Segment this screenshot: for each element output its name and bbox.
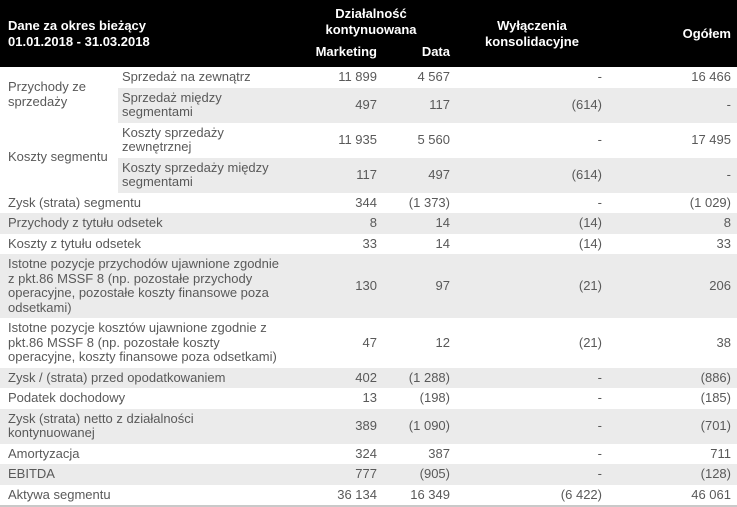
table-body [0, 67, 737, 506]
cell-marketing: 33 [362, 235, 377, 251]
cell-total: (886) [700, 369, 731, 385]
cell-exclusions: - [597, 445, 602, 461]
row-label: Sprzedaż na zewnątrz [122, 69, 251, 84]
cell-data: (1 373) [408, 194, 450, 210]
table-row [0, 123, 737, 158]
cell-exclusions: (14) [578, 215, 602, 230]
row-label: Aktywa segmentu [0, 485, 286, 507]
cell-total: 38 [716, 334, 731, 350]
row-label: Zysk (strata) segmentu [8, 194, 141, 210]
cell-data: 387 [428, 445, 450, 461]
row-label: Istotne pozycje przychodów ujawnione zgodnie z pkt.86 MSSF 8 (np. pozostałe przychody operacyjne, pozostałe koszty finansowe poza odsetkami) [8, 256, 280, 315]
row-label: Przychody z tytułu odsetek [8, 215, 163, 230]
header-col-total: Ogółem [608, 0, 737, 67]
row-label: Koszty z tytułu odsetek [8, 235, 141, 251]
cell-data: 14 [435, 235, 450, 251]
table-row [0, 234, 737, 255]
table-row [0, 409, 737, 444]
header-continuing-operations: Działalność kontynuowana [286, 0, 456, 41]
cell-exclusions: (614) [571, 166, 602, 182]
table-row [0, 193, 737, 214]
table-row [0, 213, 737, 234]
cell-exclusions: - [597, 417, 602, 433]
header-row-1 [0, 0, 737, 41]
table-row [0, 368, 737, 389]
table-row [0, 444, 737, 465]
cell-total: 17 495 [691, 131, 731, 147]
row-label: Istotne pozycje kosztów ujawnione zgodnie z pkt.86 MSSF 8 (np. pozostałe koszty operacyjne, koszty finansowe poza odsetkami) [8, 320, 277, 364]
cell-data: 14 [435, 215, 450, 230]
cell-exclusions: (614) [571, 96, 602, 112]
cell-marketing: 344 [355, 194, 377, 210]
cell-marketing: 324 [355, 445, 377, 461]
cell-marketing: 47 [362, 334, 377, 350]
cell-total: 16 466 [691, 69, 731, 84]
cell-marketing: 389 [355, 417, 377, 433]
cell-exclusions: - [597, 390, 602, 405]
row-label: Koszty sprzedaży między segmentami [122, 159, 269, 189]
row-label: Sprzedaż między segmentami [122, 89, 222, 119]
cell-marketing: 117 [356, 166, 377, 182]
cell-marketing: 11 935 [338, 131, 377, 147]
cell-total: 8 [723, 215, 731, 230]
cell-exclusions: - [597, 69, 602, 84]
row-label: Podatek dochodowy [8, 390, 126, 405]
cell-marketing: 11 899 [338, 69, 377, 84]
row-label: EBITDA [8, 466, 55, 481]
cell-total: - [726, 96, 731, 112]
table-row [0, 67, 737, 88]
cell-marketing: 497 [355, 96, 377, 112]
row-group-label: Koszty segmentu [0, 123, 118, 193]
header-col-data: Data [383, 41, 456, 67]
row-label: Zysk / (strata) przed opodatkowaniem [8, 369, 226, 385]
cell-marketing: 36 134 [286, 485, 383, 507]
cell-exclusions: - [597, 369, 602, 385]
cell-data: 117 [429, 96, 450, 112]
cell-data: 497 [428, 166, 450, 182]
table-row [0, 388, 737, 409]
header-period-line1: Dane za okres bieżący [8, 17, 147, 33]
cell-exclusions: (21) [578, 277, 602, 293]
cell-data: (198) [419, 390, 450, 405]
cell-marketing: 8 [369, 215, 377, 230]
cell-data: 97 [435, 277, 450, 293]
table-row [0, 485, 737, 507]
cell-data: (905) [419, 466, 450, 481]
table-row [0, 318, 737, 368]
cell-total: 46 061 [608, 485, 737, 507]
row-group-label: Przychody ze sprzedaży [0, 67, 118, 123]
cell-data: 4 567 [417, 69, 450, 84]
cell-total: (1 029) [689, 194, 731, 210]
cell-total: 33 [716, 235, 731, 251]
cell-exclusions: - [597, 466, 602, 481]
row-label: Koszty sprzedaży zewnętrznej [122, 124, 224, 154]
cell-data: (1 288) [408, 369, 450, 385]
cell-data: 5 560 [417, 131, 450, 147]
cell-marketing: 13 [362, 390, 377, 405]
cell-marketing: 402 [355, 369, 377, 385]
cell-data: 16 349 [383, 485, 456, 507]
header-col-marketing: Marketing [286, 41, 383, 67]
header-period-line2: 01.01.2018 - 31.03.2018 [8, 33, 150, 49]
cell-total: 711 [710, 445, 731, 461]
cell-exclusions: - [597, 194, 602, 210]
cell-total: - [726, 166, 731, 182]
header-period [0, 0, 286, 67]
cell-exclusions: - [597, 131, 602, 147]
table-row [0, 254, 737, 318]
table-header [0, 0, 737, 67]
cell-total: (128) [700, 466, 731, 481]
row-label: Zysk (strata) netto z działalności kontynuowanej [8, 410, 194, 440]
header-col-exclusions: Wyłączenia konsolidacyjne [456, 0, 608, 67]
cell-exclusions: (14) [578, 235, 602, 251]
cell-marketing: 130 [355, 277, 377, 293]
cell-exclusions: (6 422) [456, 485, 608, 507]
cell-data: (1 090) [408, 417, 450, 433]
cell-exclusions: (21) [578, 334, 602, 350]
cell-total: (701) [700, 417, 731, 433]
cell-total: (185) [700, 390, 731, 405]
cell-data: 12 [435, 334, 450, 350]
table-row [0, 464, 737, 485]
cell-total: 206 [709, 277, 731, 293]
cell-marketing: 777 [355, 466, 377, 481]
row-label: Amortyzacja [8, 445, 80, 461]
